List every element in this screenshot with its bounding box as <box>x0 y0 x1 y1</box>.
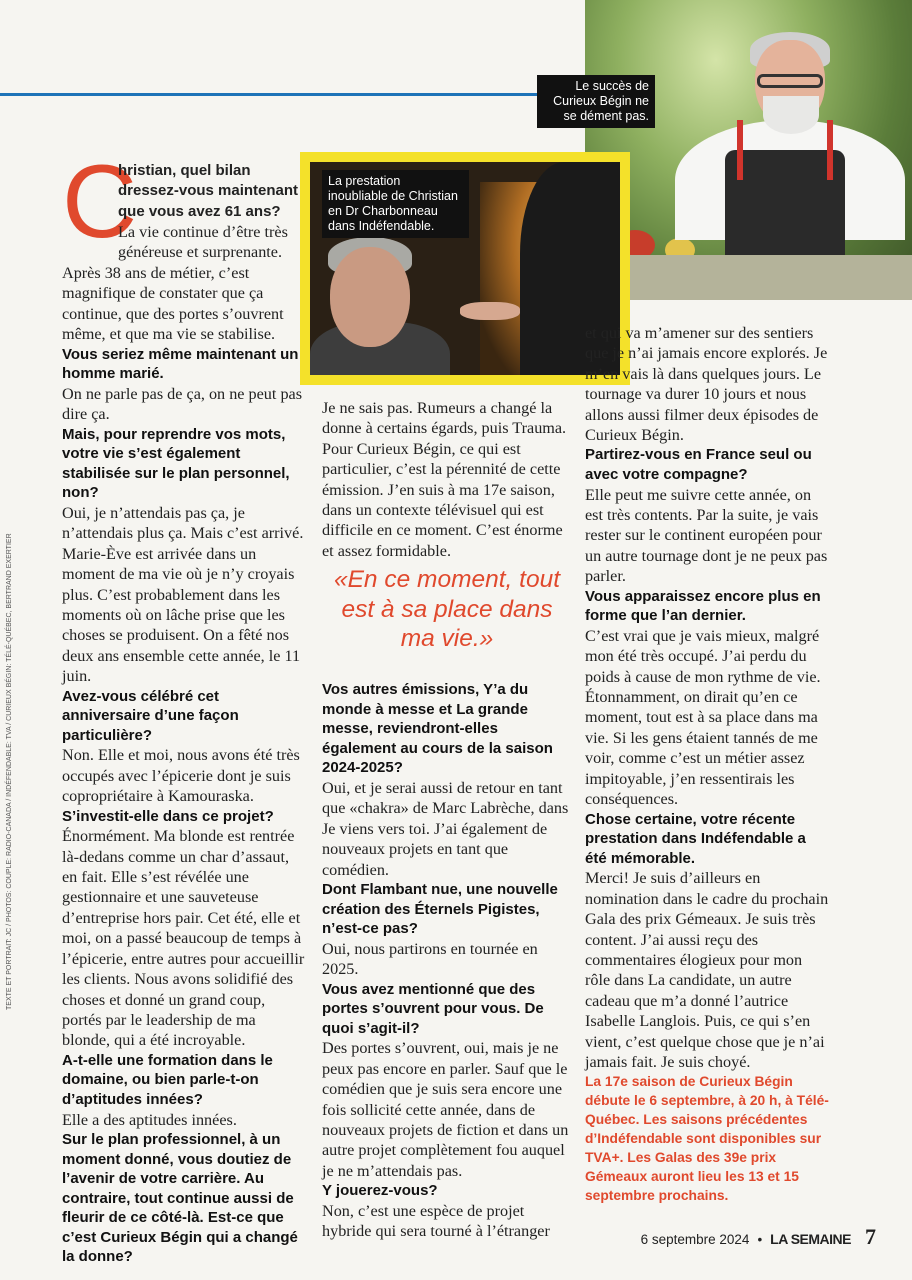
photo-credit: TEXTE ET PORTRAIT: JC / PHOTOS: COUPLE: RADIO-CANADA / INDÉFENDABLE: TVA / CURIEUX BÉGIN: TÉLÉ-QUÉBEC, BERTRAND EXERTIER <box>6 533 13 1010</box>
interview-question: Y jouerez-vous? <box>322 1182 438 1200</box>
answer-paragraph: Non, c’est une espèce de projet hybride qui sera tourné à l’étranger <box>322 1201 550 1241</box>
intro-answer: La vie continue d’être très généreuse et surprenante. <box>118 223 288 262</box>
interview-question: Chose certaine, votre récente prestation dans Indéfendable a été mémorable. <box>585 810 806 867</box>
chef-beard-shape <box>763 96 819 134</box>
page-footer <box>641 1224 876 1250</box>
top-rule <box>0 93 585 96</box>
interview-question: Vous seriez même maintenant un homme marié. <box>62 345 299 383</box>
answer-paragraph: On ne parle pas de ça, on ne peut pas dire ça. <box>62 384 303 424</box>
answer-paragraph: Elle peut me suivre cette année, on est très contents. Par la suite, je vais rester sur le continent européen pour un autre tournage dont je ne peux pas parler. <box>585 485 828 586</box>
column-3 <box>585 323 830 1205</box>
chef-glasses-shape <box>757 74 823 88</box>
pull-quote: «En ce moment, tout est à sa place dans ma vie.» <box>333 566 561 652</box>
column-2 <box>322 398 572 561</box>
interview-question: Avez-vous célébré cet anniversaire d’une façon particulière? <box>62 687 239 744</box>
interview-question: A-t-elle une formation dans le domaine, ou bien parle-t-on d’aptitudes innées? <box>62 1051 273 1108</box>
answer-paragraph: Oui, je n’attendais pas ça, je n’attendais plus ça. Mais c’est arrivé. Marie-Ève est arrivée dans un moment de ma vie où je n’y croyais plus. C’est probablement dans les moments où on lâche prise que les choses se produisent. On a fêté nos deux ans ensemble cette année, le 11 juin. <box>62 504 304 686</box>
answer-paragraph: Oui, et je serai aussi de retour en tant que «chakra» de Marc Labrèche, dans Je viens vers toi. J’ai également de nouveaux projets en tant que comédien. <box>322 778 569 879</box>
show-photo-caption: La prestation inoubliable de Christian en Dr Charbonneau dans Indéfendable. <box>322 170 469 238</box>
counter-shape <box>585 255 912 300</box>
interview-question: Partirez-vous en France seul ou avec votre compagne? <box>585 446 812 484</box>
chef-photo-caption: Le succès de Curieux Bégin ne se dément pas. <box>537 75 655 128</box>
interview-question: Dont Flambant nue, une nouvelle création des Éternels Pigistes, n’est-ce pas? <box>322 881 558 938</box>
answer-paragraph: Merci! Je suis d’ailleurs en nomination dans le cadre du prochain Gala des prix Gémeaux. Je suis très content. J’ai aussi reçu des commentaires élogieux pour mon rôle dans La candidate, un autre cadeau que m’a donné l’autrice Isabelle Langlois. Puis, ce qui s’en vient, c’est quelque chose que je n’ai jamais fait. Je suis choyé. <box>585 869 829 1071</box>
magazine-brand: LA SEMAINE <box>770 1231 851 1247</box>
promo-note: La 17e saison de Curieux Bégin débute le 6 septembre, à 20 h, à Télé-Québec. Les saisons précédentes d’Indéfendable sont disponibles sur TVA+. Les Galas des 39e prix Gémeaux auront lieu les 13 et 15 septembre prochains. <box>585 1074 829 1204</box>
apron-strap-left <box>737 120 743 180</box>
answer-paragraph: Après 38 ans de métier, c’est magnifique de constater que ça continue, que des portes s’ouvrent même, et que ma vie se stabilise. <box>62 264 284 344</box>
intro-question: hristian, quel bilan dressez-vous maintenant que vous avez 61 ans? <box>118 162 299 220</box>
answer-paragraph: C’est vrai que je vais mieux, malgré mon été très occupé. J’ai perdu du poids à cause de mon rythme de vie. Étonnamment, on dirait qu’en ce moment, tout est à sa place dans ma vie. Si les gens étaient tannés de me voir, comme c’est un métier assez impitoyable, j’en ressentirais les conséquences. <box>585 626 821 809</box>
column-1 <box>62 263 307 1267</box>
interview-question: Vous avez mentionné que des portes s’ouvrent pour vous. De quoi s’agit-il? <box>322 980 544 1037</box>
answer-paragraph: et qui va m’amener sur des sentiers que je n’ai jamais encore explorés. Je m’en vais là dans quelques jours. Le tournage va durer 10 jours et nous allons aussi filmer deux épisodes de Curieux Bégin. <box>585 324 828 445</box>
interview-question: Mais, pour reprendre vos mots, votre vie s’est également stabilisée sur le plan personnel, non? <box>62 425 290 502</box>
interview-question: S’investit-elle dans ce projet? <box>62 807 274 825</box>
hand-shape <box>460 302 520 320</box>
interview-question: Vous apparaissez encore plus en forme que l’an dernier. <box>585 587 821 625</box>
footer-separator: • <box>757 1232 763 1247</box>
interview-question: Vos autres émissions, Y’a du monde à messe et La grande messe, reviendront-elles également au cours de la saison 2024-2025? <box>322 681 553 777</box>
interview-question: Sur le plan professionnel, à un moment donné, vous doutiez de l’avenir de votre carrière. Au contraire, tout continue aussi de fleurir de ce côté-là. Est-ce que c’est Curieux Bégin qui a changé la donne? <box>62 1130 298 1266</box>
answer-paragraph: Des portes s’ouvrent, oui, mais je ne peux pas encore en parler. Sauf que le comédien que je suis sera encore une fois sollicité cette année, dans de nouveaux projets de fiction et dans un autre projet complètement fou auquel je ne m’attendais pas. <box>322 1039 569 1180</box>
column-2-lower <box>322 680 572 1242</box>
actor-head-shape <box>330 247 410 347</box>
answer-paragraph: Énormément. Ma blonde est rentrée là-dedans comme un char d’assaut, en fait. Elle s’est révélée une gestionnaire et une sauveteuse d’entreprise hors pair. Cet été, elle et moi, on a passé beaucoup de temps à l’épicerie, entre autres pour accueillir les clients. Nous avons solidifié des choses et donné un grand coup, portés par le leadership de ma blonde, qui a été incroyable. <box>62 827 305 1050</box>
issue-date: 6 septembre 2024 <box>640 1232 750 1247</box>
page-number: 7 <box>865 1224 876 1249</box>
answer-paragraph: Je ne sais pas. Rumeurs a changé la donne à certains égards, puis Trauma. Pour Curieux Bégin, ce qui est particulier, c’est la pérennité de cette émission. J’en suis à ma 17e saison, dans un contexte télévisuel qui est difficile en ce moment. C’est énorme et assez formidable. <box>322 399 567 560</box>
apron-strap-right <box>827 120 833 180</box>
answer-paragraph: Elle a des aptitudes innées. <box>62 1110 237 1129</box>
answer-paragraph: Non. Elle et moi, nous avons été très occupés avec l’épicerie dont je suis copropriétaire à Kamouraska. <box>62 746 300 806</box>
drop-cap: C <box>62 144 138 260</box>
chef-photo <box>585 0 912 300</box>
answer-paragraph: Oui, nous partirons en tournée en 2025. <box>322 939 538 979</box>
